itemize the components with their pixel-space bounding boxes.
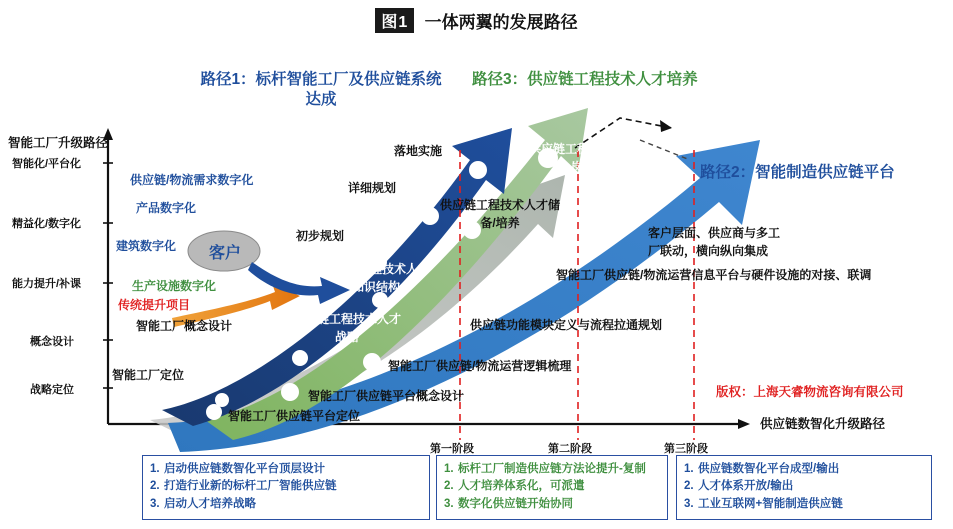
factory-node-3: 智能工厂概念设计 bbox=[136, 319, 233, 333]
stage1-item-1-text: 打造行业新的标杆工厂智能供应链 bbox=[164, 480, 337, 493]
factory-node-2: 初步规划 bbox=[296, 229, 345, 243]
talent-node-0: 供应链工程技术人才上岗输出 bbox=[528, 142, 637, 174]
y-tick-0: 智能化/平台化 bbox=[12, 158, 82, 170]
platform-node-2: 供应链功能模块定义与流程拉通规划 bbox=[470, 318, 663, 332]
stage2-item-1 bbox=[444, 478, 660, 495]
stage1-summary-box bbox=[142, 455, 430, 520]
platform-node-1: 智能工厂供应链/物流运营信息平台与硬件设施的对接、联调 bbox=[556, 268, 872, 282]
stage2-item-2 bbox=[444, 496, 660, 513]
stage1-item-0-number: 1. bbox=[150, 463, 160, 475]
stage1-item-1 bbox=[150, 478, 422, 495]
stage3-item-1-text: 人才体系开放/输出 bbox=[698, 480, 794, 493]
stage1-item-0-text: 启动供应链数智化平台顶层设计 bbox=[164, 463, 325, 475]
factory-node-1: 详细规划 bbox=[348, 181, 397, 195]
factory-side-2: 建筑数字化 bbox=[116, 239, 177, 253]
y-tick-2: 能力提升/补课 bbox=[12, 278, 82, 290]
stage3-item-0-text: 供应链数智化平台成型/输出 bbox=[698, 463, 840, 475]
stage2-summary-box bbox=[436, 455, 668, 520]
stage2-item-1-number: 2. bbox=[444, 480, 454, 493]
factory-side-3: 生产设施数字化 bbox=[132, 279, 217, 293]
talent-node-2: 供应链工程技术人才知识结构 bbox=[321, 262, 430, 294]
stage1-item-1-number: 2. bbox=[150, 480, 160, 493]
figure-badge: 图1 bbox=[375, 8, 414, 33]
factory-node-4: 智能工厂定位 bbox=[112, 368, 185, 382]
y-tick-4: 战略定位 bbox=[30, 384, 74, 396]
talent-node-1: 供应链工程技术人才储备/培养 bbox=[440, 198, 561, 230]
path2-heading: 路径2：智能制造供应链平台 bbox=[700, 164, 895, 181]
factory-node-0: 落地实施 bbox=[394, 144, 443, 158]
stage3-item-2-number: 3. bbox=[684, 497, 694, 510]
platform-node-4: 智能工厂供应链平台概念设计 bbox=[308, 389, 465, 403]
stage1-item-0 bbox=[150, 461, 422, 478]
stage3-item-2 bbox=[684, 496, 924, 513]
platform-node-5: 智能工厂供应链平台定位 bbox=[228, 409, 361, 423]
x-axis-title: 供应链数智化升级路径 bbox=[760, 417, 886, 431]
stage3-item-0-number: 1. bbox=[684, 463, 694, 475]
stage3-item-0 bbox=[684, 461, 924, 478]
stage-label-1: 第一阶段 bbox=[430, 443, 474, 455]
y-axis-title: 智能工厂升级路径 bbox=[8, 136, 109, 150]
stage3-item-1 bbox=[684, 478, 924, 495]
stage2-item-0-number: 1. bbox=[444, 463, 454, 475]
stage3-summary-box bbox=[676, 455, 932, 520]
stage2-item-0-text: 标杆工厂制造供应链方法论提升-复制 bbox=[458, 463, 646, 475]
platform-node-0: 客户层面、供应商与多工厂联动，横向纵向集成 bbox=[648, 226, 781, 258]
factory-side-0: 供应链/物流需求数字化 bbox=[130, 173, 254, 187]
talent-node-3: 供应链工程技术人才战略 bbox=[292, 312, 401, 344]
customer-bubble-label: 客户 bbox=[208, 245, 241, 262]
factory-side-1: 产品数字化 bbox=[136, 201, 197, 215]
traditional-project-label: 传统提升项目 bbox=[118, 298, 191, 312]
stage1-item-2 bbox=[150, 496, 422, 513]
stage2-item-1-text: 人才培养体系化，可派遣 bbox=[458, 480, 585, 493]
platform-node-3: 智能工厂供应链/物流运营逻辑梳理 bbox=[388, 359, 572, 373]
figure-title: 一体两翼的发展路径 bbox=[424, 13, 578, 32]
path3-heading: 路径3：供应链工程技术人才培养 bbox=[472, 71, 698, 88]
stage1-item-2-number: 3. bbox=[150, 497, 160, 510]
stage3-item-2-text: 工业互联网+智能制造供应链 bbox=[698, 497, 843, 510]
stage2-item-0 bbox=[444, 461, 660, 478]
stage-label-2: 第二阶段 bbox=[548, 443, 592, 455]
stage2-item-2-text: 数字化供应链开始协同 bbox=[458, 497, 573, 510]
copyright-notice: 版权：上海天睿物流咨询有限公司 bbox=[716, 385, 904, 399]
path1-heading: 路径1：标杆智能工厂及供应链系统达成 bbox=[200, 71, 442, 109]
stage1-item-2-text: 启动人才培养战略 bbox=[164, 497, 256, 510]
y-tick-3: 概念设计 bbox=[30, 336, 74, 348]
stage3-item-1-number: 2. bbox=[684, 480, 694, 493]
stage2-item-2-number: 3. bbox=[444, 497, 454, 510]
y-tick-1: 精益化/数字化 bbox=[12, 218, 82, 230]
stage-label-3: 第三阶段 bbox=[664, 443, 708, 455]
